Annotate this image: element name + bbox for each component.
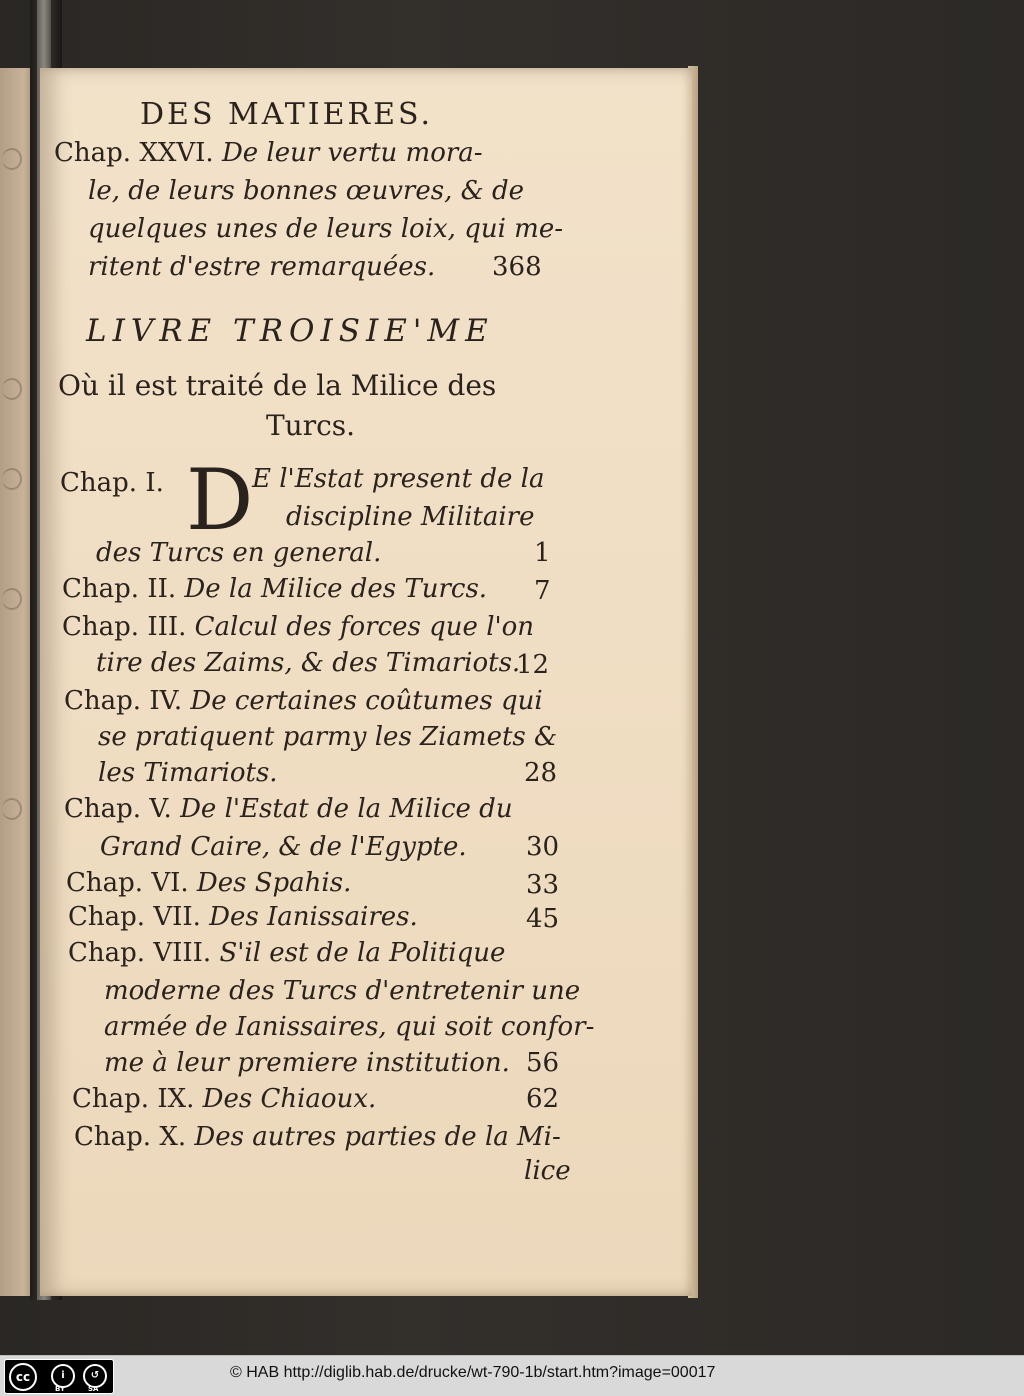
chapter-title-line: De l'Estat de la Milice du	[180, 794, 513, 824]
chapter-label: Chap.	[54, 138, 132, 168]
chapter-entry-9	[72, 1086, 376, 1112]
chapter-title-line: E l'Estat present de la	[252, 464, 545, 494]
chapter-entry-10	[74, 1124, 561, 1150]
chapter-title-line: armée de Ianissaires, qui soit confor-	[104, 1012, 595, 1042]
chapter-title-line: Des Ianissaires.	[209, 902, 418, 932]
chapter-title-line: Calcul des forces que l'on	[194, 612, 535, 642]
chapter-label: Chap. VII.	[68, 902, 201, 932]
chapter-title-line: De certaines coûtumes qui	[190, 686, 543, 716]
chapter-label: Chap. VI.	[66, 868, 189, 898]
bleed-mark	[2, 798, 22, 820]
chapter-title-line: Des autres parties de la Mi-	[194, 1122, 561, 1152]
page-number: 62	[526, 1084, 560, 1114]
page-number: 7	[534, 576, 551, 606]
chapter-label: Chap. IV.	[64, 686, 183, 716]
chapter-numeral: XXVI.	[139, 138, 214, 168]
book-page	[40, 68, 692, 1296]
chapter-label: Chap. III.	[62, 612, 187, 642]
chapter-title-line: me à leur premiere institution.	[104, 1048, 510, 1078]
book-heading: LIVRE TROISIE'ME	[86, 313, 494, 349]
book-subtitle: Où il est traité de la Milice des	[58, 369, 497, 402]
page-number: 1	[534, 538, 551, 568]
drop-cap: D	[186, 451, 254, 549]
chapter-title-line: lice	[524, 1156, 571, 1186]
chapter-title-line: les Timariots.	[98, 758, 278, 788]
chapter-title-line: ritent d'estre remarquées.	[88, 252, 436, 282]
license-badge[interactable]	[4, 1359, 114, 1394]
chapter-title-line: De leur vertu mora-	[221, 138, 483, 168]
page-number: 28	[524, 758, 558, 788]
chapter-entry-6	[66, 870, 351, 896]
chapter-title-line: De la Milice des Turcs.	[184, 574, 488, 604]
page-number: 56	[526, 1048, 560, 1078]
bleed-mark	[2, 148, 22, 170]
chapter-entry-8	[68, 940, 505, 966]
page-number: 45	[526, 904, 560, 934]
chapter-label: Chap. I.	[60, 468, 164, 498]
chapter-label: Chap. X.	[74, 1122, 187, 1152]
chapter-title-line: quelques unes de leurs loix, qui me-	[88, 214, 564, 244]
chapter-title-line: moderne des Turcs d'entretenir une	[104, 976, 581, 1006]
chapter-title-line: tire des Zaims, & des Timariots.	[96, 648, 521, 678]
sa-label: SA	[88, 1385, 99, 1393]
cc-icon: cc	[9, 1363, 37, 1391]
chapter-entry-26	[54, 140, 483, 166]
page-number: 368	[492, 252, 542, 282]
source-credit-link[interactable]: © HAB http://diglib.hab.de/drucke/wt-790-1b/start.htm?image=00017	[230, 1364, 716, 1381]
running-title: DES MATIERES.	[140, 97, 434, 132]
by-label: BY	[55, 1385, 66, 1393]
chapter-entry-2	[62, 576, 487, 602]
bleed-mark	[2, 468, 22, 490]
chapter-title-line: Des Spahis.	[196, 868, 352, 898]
chapter-label: Chap. II.	[62, 574, 177, 604]
by-icon: i	[51, 1364, 75, 1388]
book-subtitle: Turcs.	[266, 409, 356, 442]
sa-icon: ↺	[83, 1364, 107, 1388]
chapter-title-line: discipline Militaire	[286, 502, 535, 532]
chapter-title-line: Grand Caire, & de l'Egypte.	[100, 832, 467, 862]
page-number: 30	[526, 832, 560, 862]
chapter-label: Chap. VIII.	[68, 938, 212, 968]
chapter-entry-4	[64, 688, 543, 714]
chapter-title-line: S'il est de la Politique	[219, 938, 506, 968]
chapter-entry-3	[62, 614, 534, 640]
bleed-mark	[2, 378, 22, 400]
page-number: 33	[526, 870, 560, 900]
chapter-label: Chap. V.	[64, 794, 172, 824]
chapter-title-line: Des Chiaoux.	[202, 1084, 377, 1114]
bleed-mark	[2, 588, 22, 610]
chapter-label: Chap. IX.	[72, 1084, 195, 1114]
chapter-entry-5	[64, 796, 513, 822]
chapter-title-line: le, de leurs bonnes œuvres, & de	[88, 176, 525, 206]
page-number: 12	[516, 650, 550, 680]
chapter-entry-7	[68, 904, 418, 930]
chapter-title-line: se pratiquent parmy les Ziamets &	[98, 722, 558, 752]
chapter-title-line: des Turcs en general.	[96, 538, 382, 568]
